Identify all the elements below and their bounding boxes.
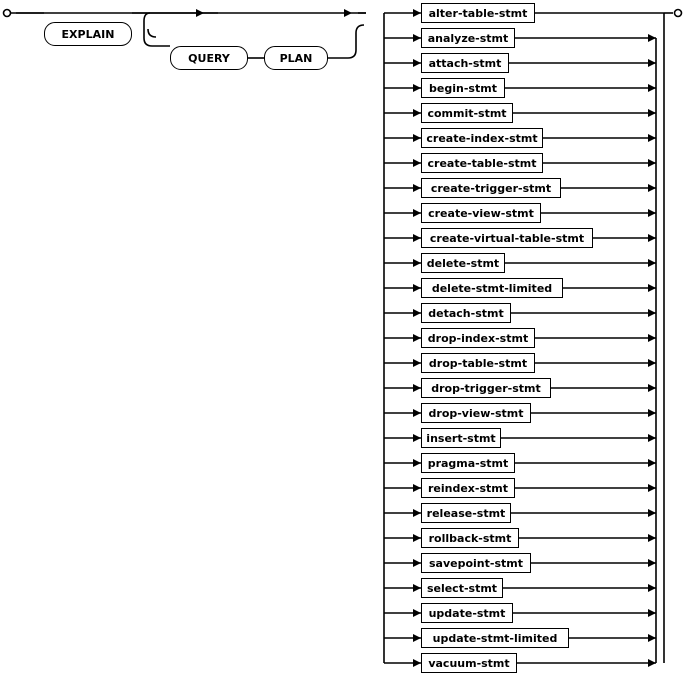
statement-node-create-trigger-stmt[interactable] bbox=[421, 178, 561, 198]
statement-node-update-stmt[interactable] bbox=[421, 603, 513, 623]
statement-node-alter-table-stmt[interactable] bbox=[421, 3, 535, 23]
keyword-label: EXPLAIN bbox=[61, 27, 115, 41]
statement-node-reindex-stmt[interactable] bbox=[421, 478, 515, 498]
statement-label: delete-stmt bbox=[426, 256, 500, 270]
statement-node-create-index-stmt[interactable] bbox=[421, 128, 543, 148]
statement-node-update-stmt-limited[interactable] bbox=[421, 628, 569, 648]
statement-node-release-stmt[interactable] bbox=[421, 503, 511, 523]
statement-node-delete-stmt-limited[interactable] bbox=[421, 278, 563, 298]
statement-node-pragma-stmt[interactable] bbox=[421, 453, 515, 473]
keyword-node-query[interactable] bbox=[170, 46, 248, 70]
keyword-node-explain[interactable] bbox=[44, 22, 132, 46]
statement-node-create-view-stmt[interactable] bbox=[421, 203, 541, 223]
statement-node-create-table-stmt[interactable] bbox=[421, 153, 543, 173]
statement-label: release-stmt bbox=[426, 506, 506, 520]
statement-label: drop-index-stmt bbox=[427, 331, 529, 345]
statement-label: drop-view-stmt bbox=[428, 406, 524, 420]
statement-node-create-virtual-table-stmt[interactable] bbox=[421, 228, 593, 248]
statement-node-savepoint-stmt[interactable] bbox=[421, 553, 531, 573]
keyword-label: PLAN bbox=[279, 51, 313, 65]
statement-label: delete-stmt-limited bbox=[431, 281, 553, 295]
keyword-label: QUERY bbox=[188, 51, 230, 65]
statement-label: create-trigger-stmt bbox=[430, 181, 552, 195]
statement-node-attach-stmt[interactable] bbox=[421, 53, 509, 73]
statement-label: rollback-stmt bbox=[428, 531, 512, 545]
statement-node-vacuum-stmt[interactable] bbox=[421, 653, 517, 673]
statement-label: update-stmt-limited bbox=[432, 631, 558, 645]
statement-label: update-stmt bbox=[428, 606, 506, 620]
statement-label: begin-stmt bbox=[429, 81, 497, 95]
statement-node-detach-stmt[interactable] bbox=[421, 303, 511, 323]
statement-label: insert-stmt bbox=[426, 431, 496, 445]
statement-node-analyze-stmt[interactable] bbox=[421, 28, 515, 48]
statement-label: detach-stmt bbox=[428, 306, 504, 320]
statement-node-drop-index-stmt[interactable] bbox=[421, 328, 535, 348]
statement-label: commit-stmt bbox=[427, 106, 507, 120]
statement-label: alter-table-stmt bbox=[428, 6, 528, 20]
statement-node-begin-stmt[interactable] bbox=[421, 78, 505, 98]
statement-node-delete-stmt[interactable] bbox=[421, 253, 505, 273]
statement-label: create-index-stmt bbox=[426, 131, 538, 145]
statement-label: drop-trigger-stmt bbox=[431, 381, 541, 395]
statement-label: drop-table-stmt bbox=[428, 356, 528, 370]
statement-label: create-view-stmt bbox=[428, 206, 534, 220]
statement-label: attach-stmt bbox=[428, 56, 502, 70]
statement-label: create-virtual-table-stmt bbox=[429, 231, 585, 245]
statement-node-drop-trigger-stmt[interactable] bbox=[421, 378, 551, 398]
statement-node-rollback-stmt[interactable] bbox=[421, 528, 519, 548]
statement-label: savepoint-stmt bbox=[429, 556, 523, 570]
statement-node-commit-stmt[interactable] bbox=[421, 103, 513, 123]
statement-node-select-stmt[interactable] bbox=[421, 578, 503, 598]
statement-label: analyze-stmt bbox=[427, 31, 509, 45]
statement-node-insert-stmt[interactable] bbox=[421, 428, 501, 448]
statement-node-drop-table-stmt[interactable] bbox=[421, 353, 535, 373]
keyword-node-plan[interactable] bbox=[264, 46, 328, 70]
statement-label: select-stmt bbox=[426, 581, 498, 595]
statement-label: vacuum-stmt bbox=[428, 656, 510, 670]
statement-label: create-table-stmt bbox=[427, 156, 537, 170]
statement-label: pragma-stmt bbox=[427, 456, 509, 470]
statement-node-drop-view-stmt[interactable] bbox=[421, 403, 531, 423]
statement-label: reindex-stmt bbox=[427, 481, 508, 495]
